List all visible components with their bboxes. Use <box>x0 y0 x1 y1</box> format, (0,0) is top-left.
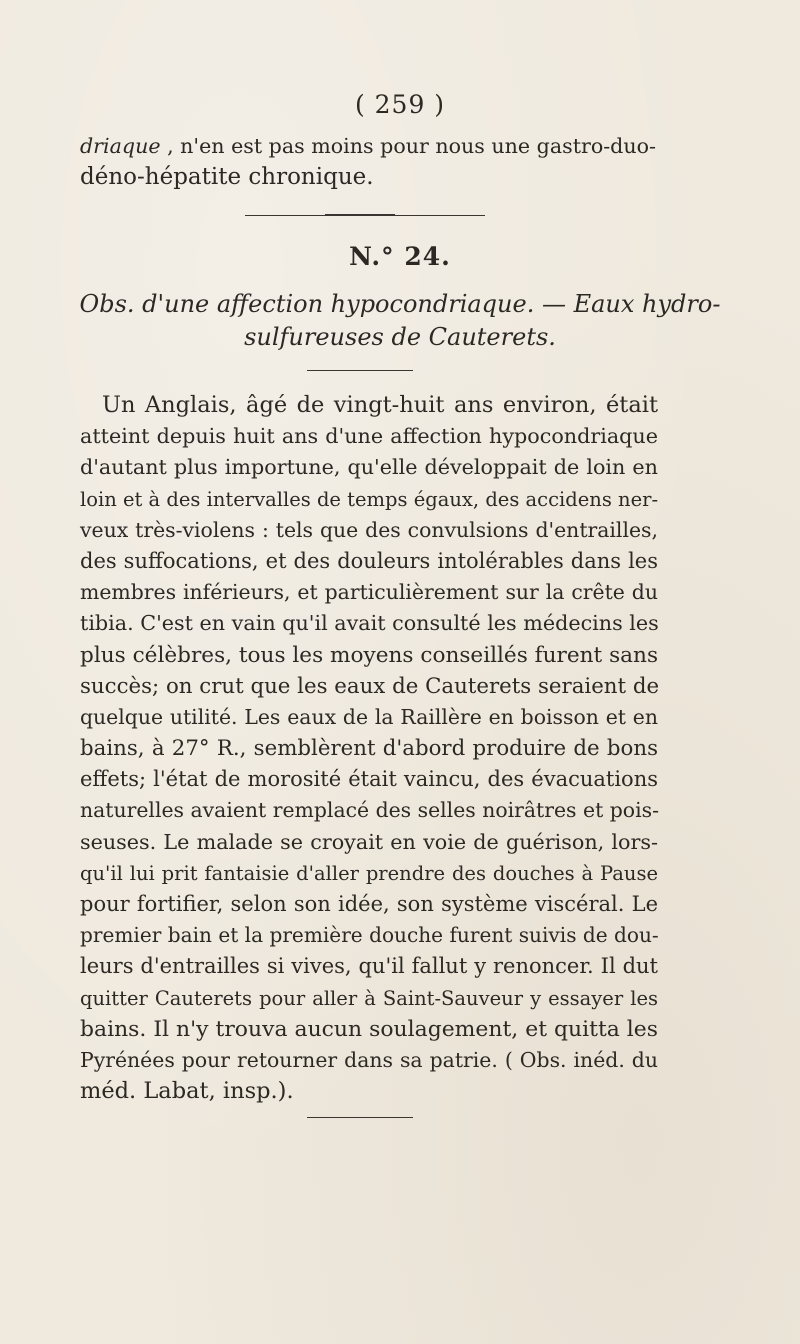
paragraph-line: effets; l'état de morosité était vaincu, des évacuations <box>80 767 658 792</box>
paragraph-line: pour fortifier, selon son idée, son système viscéral. Le <box>80 892 658 916</box>
paragraph-line: loin et à des intervalles de temps égaux, des accidens ner- <box>80 487 659 511</box>
carryover-line-1 <box>80 131 660 162</box>
paragraph-line: membres inférieurs, et particulièrement sur la crête du <box>80 580 658 605</box>
paragraph-line: tibia. C'est en vain qu'il avait consulté les médecins les <box>80 611 659 636</box>
paragraph-line: premier bain et la première douche furent suivis de dou- <box>80 923 659 948</box>
paragraph-line: atteint depuis huit ans d'une affection hypocondriaque <box>80 424 658 449</box>
page-number-header: ( 259 ) <box>354 90 446 119</box>
section-number <box>0 242 800 271</box>
observation-paragraph <box>80 390 658 1107</box>
carryover-text: déno-hépatite chronique. <box>80 164 374 190</box>
section-number-text: N.° 24. <box>349 242 451 271</box>
paragraph-line: veux très-violens : tels que des convulsions d'entrailles, <box>80 517 658 542</box>
paragraph-line: Pyrénées pour retourner dans sa patrie. ( Obs. inéd. du <box>80 1047 658 1072</box>
paragraph-line: plus célèbres, tous les moyens conseillés furent sans <box>80 642 659 668</box>
paragraph-line: d'autant plus importune, qu'elle développait de loin en <box>80 455 658 480</box>
paragraph-line: quelque utilité. Les eaux de la Raillère en boisson et en <box>80 704 658 729</box>
paragraph-line: seuses. Le malade se croyait en voie de guérison, lors- <box>80 829 658 854</box>
title-divider-rule <box>307 370 413 371</box>
observation-title-line-2: sulfureuses de Cauterets. <box>244 323 556 351</box>
end-divider-rule <box>307 1117 413 1118</box>
paragraph-line: des suffocations, et des douleurs intolérables dans les <box>80 548 658 573</box>
paragraph-line: méd. Labat, insp.). <box>80 1078 294 1105</box>
carryover-italic-word: driaque <box>80 134 161 158</box>
carryover-line-2 <box>80 162 660 193</box>
observation-title-line-1: Obs. d'une affection hypocondriaque. — Eaux hydro- <box>79 290 721 318</box>
paragraph-line: leurs d'entrailles si vives, qu'il fallut y renoncer. Il dut <box>80 954 658 979</box>
paragraph-line: Un Anglais, âgé de vingt-huit ans environ, était <box>102 392 658 418</box>
section-divider-rule-center <box>325 214 395 216</box>
paragraph-line: naturelles avaient remplacé des selles noirâtres et pois- <box>80 798 659 823</box>
carryover-text: , n'en est pas moins pour nous une gastro-duo- <box>160 134 656 158</box>
paragraph-line: succès; on crut que les eaux de Cauterets seraient de <box>80 673 660 699</box>
paragraph-line: bains. Il n'y trouva aucun soulagement, et quitta les <box>80 1016 658 1042</box>
paragraph-line: quitter Cauterets pour aller à Saint-Sauveur y essayer les <box>80 986 658 1010</box>
paragraph-line: bains, à 27° R., semblèrent d'abord produire de bons <box>80 736 658 762</box>
paragraph-line: qu'il lui prit fantaisie d'aller prendre des douches à Pause <box>80 861 658 885</box>
